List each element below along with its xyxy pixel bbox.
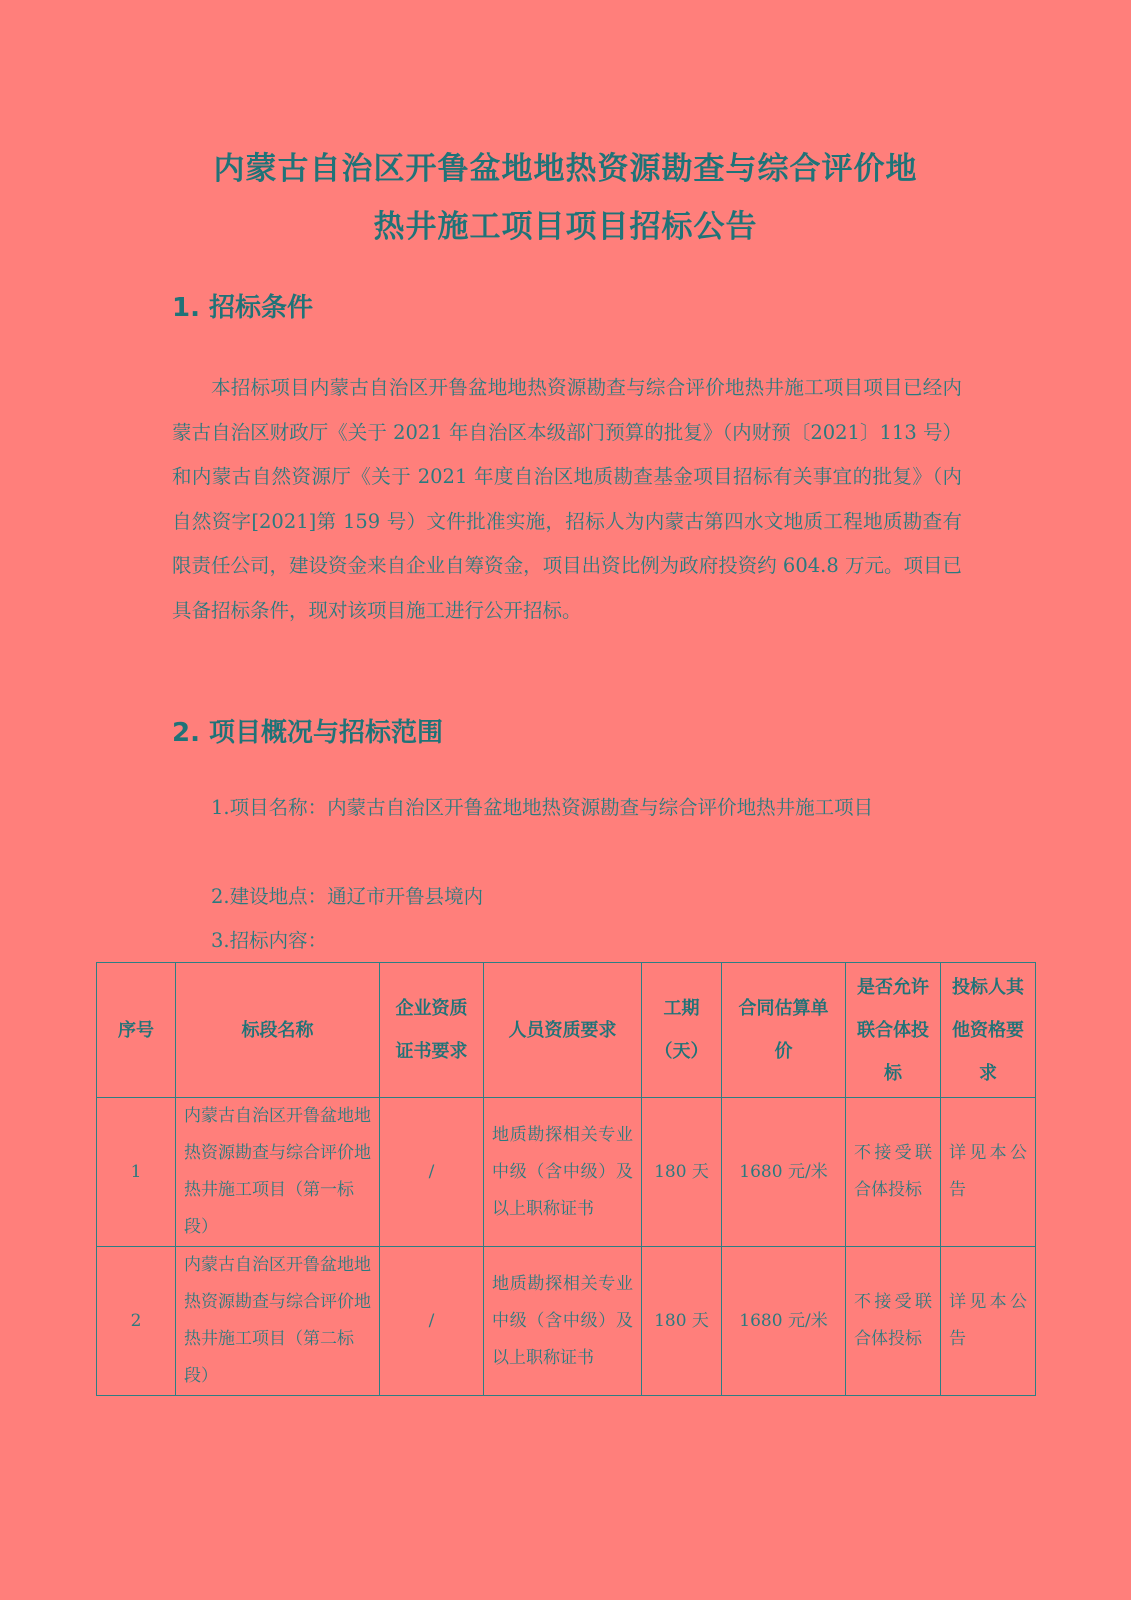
cell-staff-qual: 地质勘探相关专业中级（含中级）及以上职称证书 bbox=[484, 1098, 642, 1247]
header-duration: 工期（天） bbox=[642, 963, 722, 1098]
item-content: 3.招标内容： bbox=[211, 929, 328, 952]
cell-company-cert: / bbox=[380, 1247, 484, 1396]
cell-other-req: 详见本公告 bbox=[941, 1098, 1036, 1247]
cell-serial: 1 bbox=[97, 1098, 176, 1247]
section-1-body: 本招标项目内蒙古自治区开鲁盆地地热资源勘查与综合评价地热井施工项目项目已经内蒙古自治区财政厅《关于 2021 年自治区本级部门预算的批复》（内财预〔2021〕113 号）和内蒙古自然资源厅《关于 2021 年度自治区地质勘查基金项目招标有关事宜的批复》（内自然资字[2021]第 159 号）文件批准实施，招标人为内蒙古第四水文地质工程地质勘查有限责任公司，建设资金来自企业自筹资金，项目出资比例为政府投资约 604.8 万元。项目已具备招标条件，现对该项目施工进行公开招标。 bbox=[172, 376, 962, 622]
table-header-row bbox=[97, 963, 1036, 1098]
table-row bbox=[97, 1247, 1036, 1396]
cell-duration: 180 天 bbox=[642, 1098, 722, 1247]
cell-lot-name: 内蒙古自治区开鲁盆地地热资源勘查与综合评价地热井施工项目（第二标段） bbox=[176, 1247, 380, 1396]
cell-staff-qual: 地质勘探相关专业中级（含中级）及以上职称证书 bbox=[484, 1247, 642, 1396]
cell-serial: 2 bbox=[97, 1247, 176, 1396]
cell-unit-price: 1680 元/米 bbox=[722, 1247, 846, 1396]
document-title bbox=[140, 140, 991, 256]
item-project-name: 1.项目名称：内蒙古自治区开鲁盆地地热资源勘查与综合评价地热井施工项目 bbox=[211, 796, 874, 819]
header-staff-qual: 人员资质要求 bbox=[484, 963, 642, 1098]
cell-consortium: 不接受联合体投标 bbox=[846, 1247, 941, 1396]
cell-company-cert: / bbox=[380, 1098, 484, 1247]
title-line-1: 内蒙古自治区开鲁盆地地热资源勘查与综合评价地 bbox=[213, 151, 918, 187]
cell-unit-price: 1680 元/米 bbox=[722, 1098, 846, 1247]
cell-other-req: 详见本公告 bbox=[941, 1247, 1036, 1396]
bid-table bbox=[96, 962, 1036, 1396]
header-consortium: 是否允许联合体投标 bbox=[846, 963, 941, 1098]
item-location: 2.建设地点：通辽市开鲁县境内 bbox=[211, 885, 484, 908]
section-2-heading: 2. 项目概况与招标范围 bbox=[172, 718, 444, 748]
header-lot-name: 标段名称 bbox=[176, 963, 380, 1098]
header-serial: 序号 bbox=[97, 963, 176, 1098]
cell-duration: 180 天 bbox=[642, 1247, 722, 1396]
cell-consortium: 不接受联合体投标 bbox=[846, 1098, 941, 1247]
cell-lot-name: 内蒙古自治区开鲁盆地地热资源勘查与综合评价地热井施工项目（第一标段） bbox=[176, 1098, 380, 1247]
table-row bbox=[97, 1098, 1036, 1247]
header-company-cert: 企业资质证书要求 bbox=[380, 963, 484, 1098]
header-other-req: 投标人其他资格要求 bbox=[941, 963, 1036, 1098]
title-line-2: 热井施工项目项目招标公告 bbox=[373, 209, 758, 245]
section-1-heading: 1. 招标条件 bbox=[172, 293, 314, 323]
header-unit-price: 合同估算单价 bbox=[722, 963, 846, 1098]
